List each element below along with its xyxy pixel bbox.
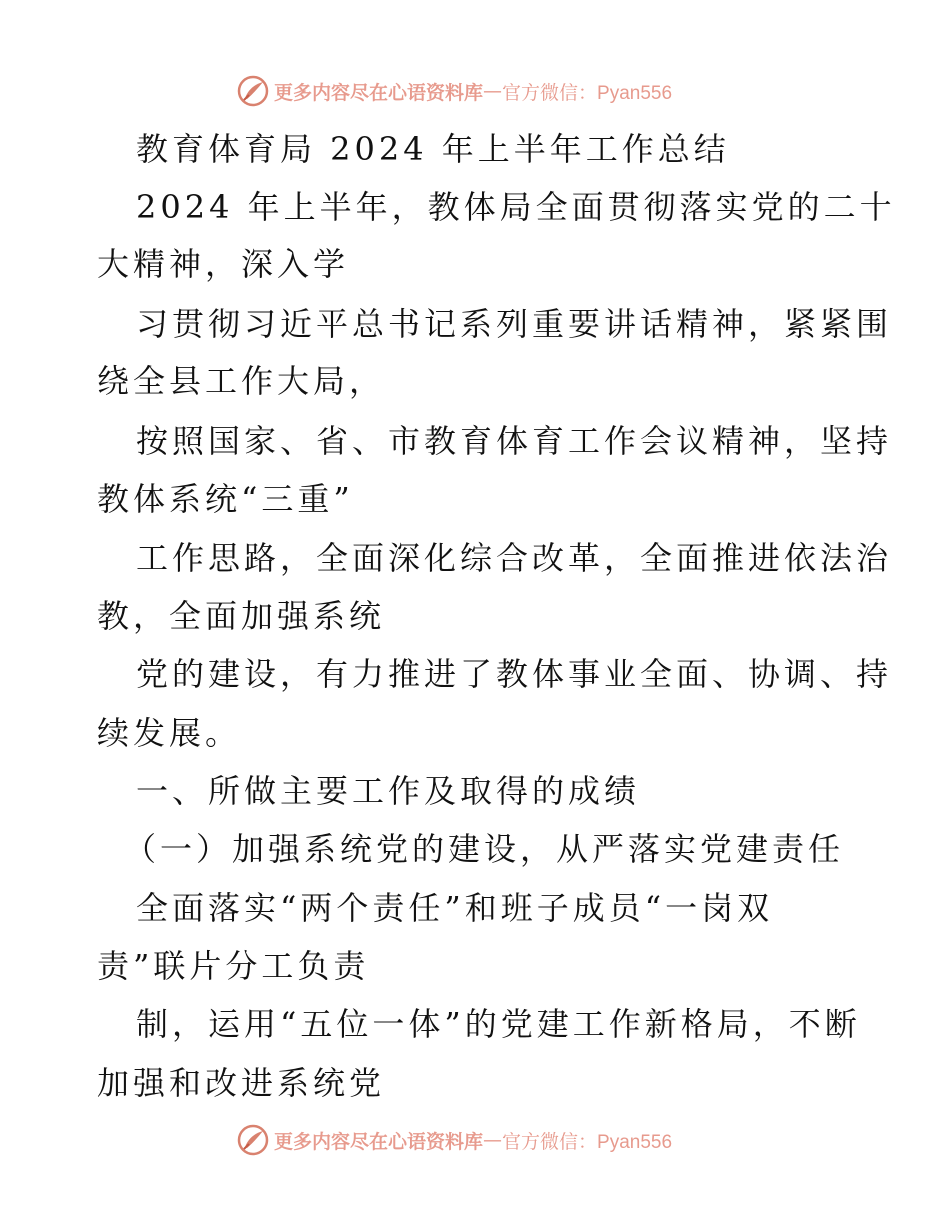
- subsection-heading: （一）加强系统党的建设，从严落实党建责任: [124, 830, 845, 868]
- watermark-text: 更多内容尽在心语资料库: [274, 81, 484, 104]
- paragraph-line: 习贯彻习近平总书记系列重要讲话精神，紧紧围: [136, 305, 893, 343]
- paragraph-line: 责”联片分工负责: [97, 947, 370, 985]
- paragraph-line: 大精神，深入学: [97, 245, 350, 283]
- paragraph-line: 绕全县工作大局，: [97, 362, 386, 400]
- paragraph-line: 制，运用“五位一体”的党建工作新格局，不断: [136, 1005, 861, 1043]
- brand-logo-icon: [236, 74, 270, 108]
- watermark-contact: 官方微信：Pyan556: [502, 82, 673, 104]
- paragraph-line: 2024 年上半年，教体局全面贯彻落实党的二十: [136, 188, 896, 226]
- paragraph-line: 全面落实“两个责任”和班子成员“一岗双: [136, 889, 774, 927]
- watermark-footer: [236, 1122, 672, 1158]
- paragraph-line: 教，全面加强系统: [97, 597, 386, 635]
- watermark-separator: —: [483, 1129, 503, 1151]
- paragraph-line: 党的建设，有力推进了教体事业全面、协调、持: [136, 655, 893, 693]
- brand-logo-icon: [236, 1123, 270, 1157]
- paragraph-line: 教体系统“三重”: [97, 480, 354, 518]
- paragraph-line: 加强和改进系统党: [97, 1064, 386, 1102]
- watermark-separator: —: [483, 80, 503, 102]
- document-title: 教育体育局 2024 年上半年工作总结: [136, 130, 730, 168]
- paragraph-line: 工作思路，全面深化综合改革，全面推进依法治: [136, 539, 893, 577]
- paragraph-line: 按照国家、省、市教育体育工作会议精神，坚持: [136, 422, 893, 460]
- watermark-header: [236, 73, 672, 109]
- section-heading: 一、所做主要工作及取得的成绩: [136, 772, 641, 810]
- paragraph-line: 续发展。: [97, 714, 242, 752]
- watermark-contact: 官方微信：Pyan556: [502, 1131, 673, 1153]
- watermark-text: 更多内容尽在心语资料库: [274, 1130, 484, 1153]
